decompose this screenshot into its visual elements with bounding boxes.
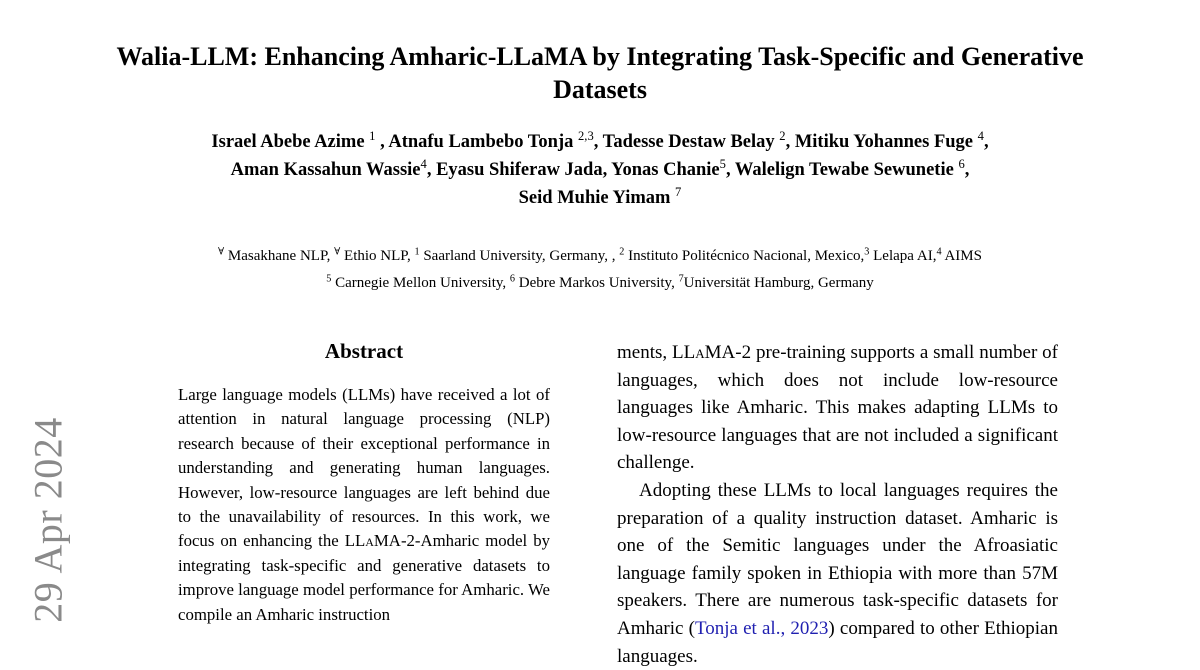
author-list	[100, 128, 1100, 212]
affiliation: $^7$Universität Hamburg, Germany	[678, 273, 874, 291]
citation-link[interactable]: Tonja et al., 2023	[694, 617, 829, 639]
affiliation: ∀ Masakhane NLP,	[218, 246, 335, 264]
paper-title: Walia-LLM: Enhancing Amharic-LLaMA by Integrating Task-Specific and Generative Datasets	[116, 42, 1084, 104]
author: Yonas Chanie$^5$,	[611, 157, 735, 180]
affiliation-list	[100, 243, 1100, 297]
author: Seid Muhie Yimam $^7$	[518, 185, 682, 208]
affiliation: $^6$ Debre Markos University,	[509, 273, 679, 291]
affiliation: $^2$ Instituto Politécnico Nacional, Mexico,	[619, 246, 865, 264]
author: Walelign Tewabe Sewunetie $^6$,	[734, 157, 970, 180]
author: Israel Abebe Azime $^1$ ,	[211, 129, 389, 152]
author: Aman Kassahun Wassie$^4$,	[230, 157, 437, 180]
arxiv-date-stamp: 29 Apr 2024	[25, 417, 71, 623]
affiliation: ∀ Ethio NLP,	[334, 246, 415, 264]
affiliation: $^5$ Carnegie Mellon University,	[326, 273, 510, 291]
author: Atnafu Lambebo Tonja $^{2,3}$,	[388, 129, 603, 152]
abstract-body: Large language models (LLMs) have received a lot of attention in natural language processing (NLP) research because of their exceptional performance in understanding and generating human languages. However, low-resource languages are left behind due to the unavailability of resources. In this work, we focus on enhancing the LLaMA-2-Amharic model by integrating task-specific and generative datasets to improve language model performance for Amharic. We compile an Amharic instruction	[178, 385, 550, 624]
affiliation: $^3$ Lelapa AI,	[864, 246, 937, 264]
body-paragraph: Adopting these LLMs to local languages requires the preparation of a quality instruction dataset. Amharic is one of the Semitic languages under the Afroasiatic language family spoken in Ethiopia with more than 57M speakers. There are numerous task-specific datasets for Amharic (Tonja et al., 2023) compared to other Ethiopian languages.	[617, 479, 1058, 667]
author: Tadesse Destaw Belay $^2$,	[602, 129, 795, 152]
body-paragraph: ments, LLaMA-2 pre-training supports a small number of languages, which does not include low-resource languages like Amharic. This makes adapting LLMs to low-resource languages that are not included a significant challenge.	[617, 342, 1058, 474]
affiliation: $^4$ AIMS	[936, 246, 982, 264]
author: Eyasu Shiferaw Jada,	[436, 160, 612, 180]
body-column-right	[617, 339, 1058, 670]
affiliation: $^1$ Saarland University, Germany, ,	[414, 246, 620, 264]
author: Mitiku Yohannes Fuge $^4$,	[794, 129, 989, 152]
abstract-heading: Abstract	[324, 339, 404, 363]
